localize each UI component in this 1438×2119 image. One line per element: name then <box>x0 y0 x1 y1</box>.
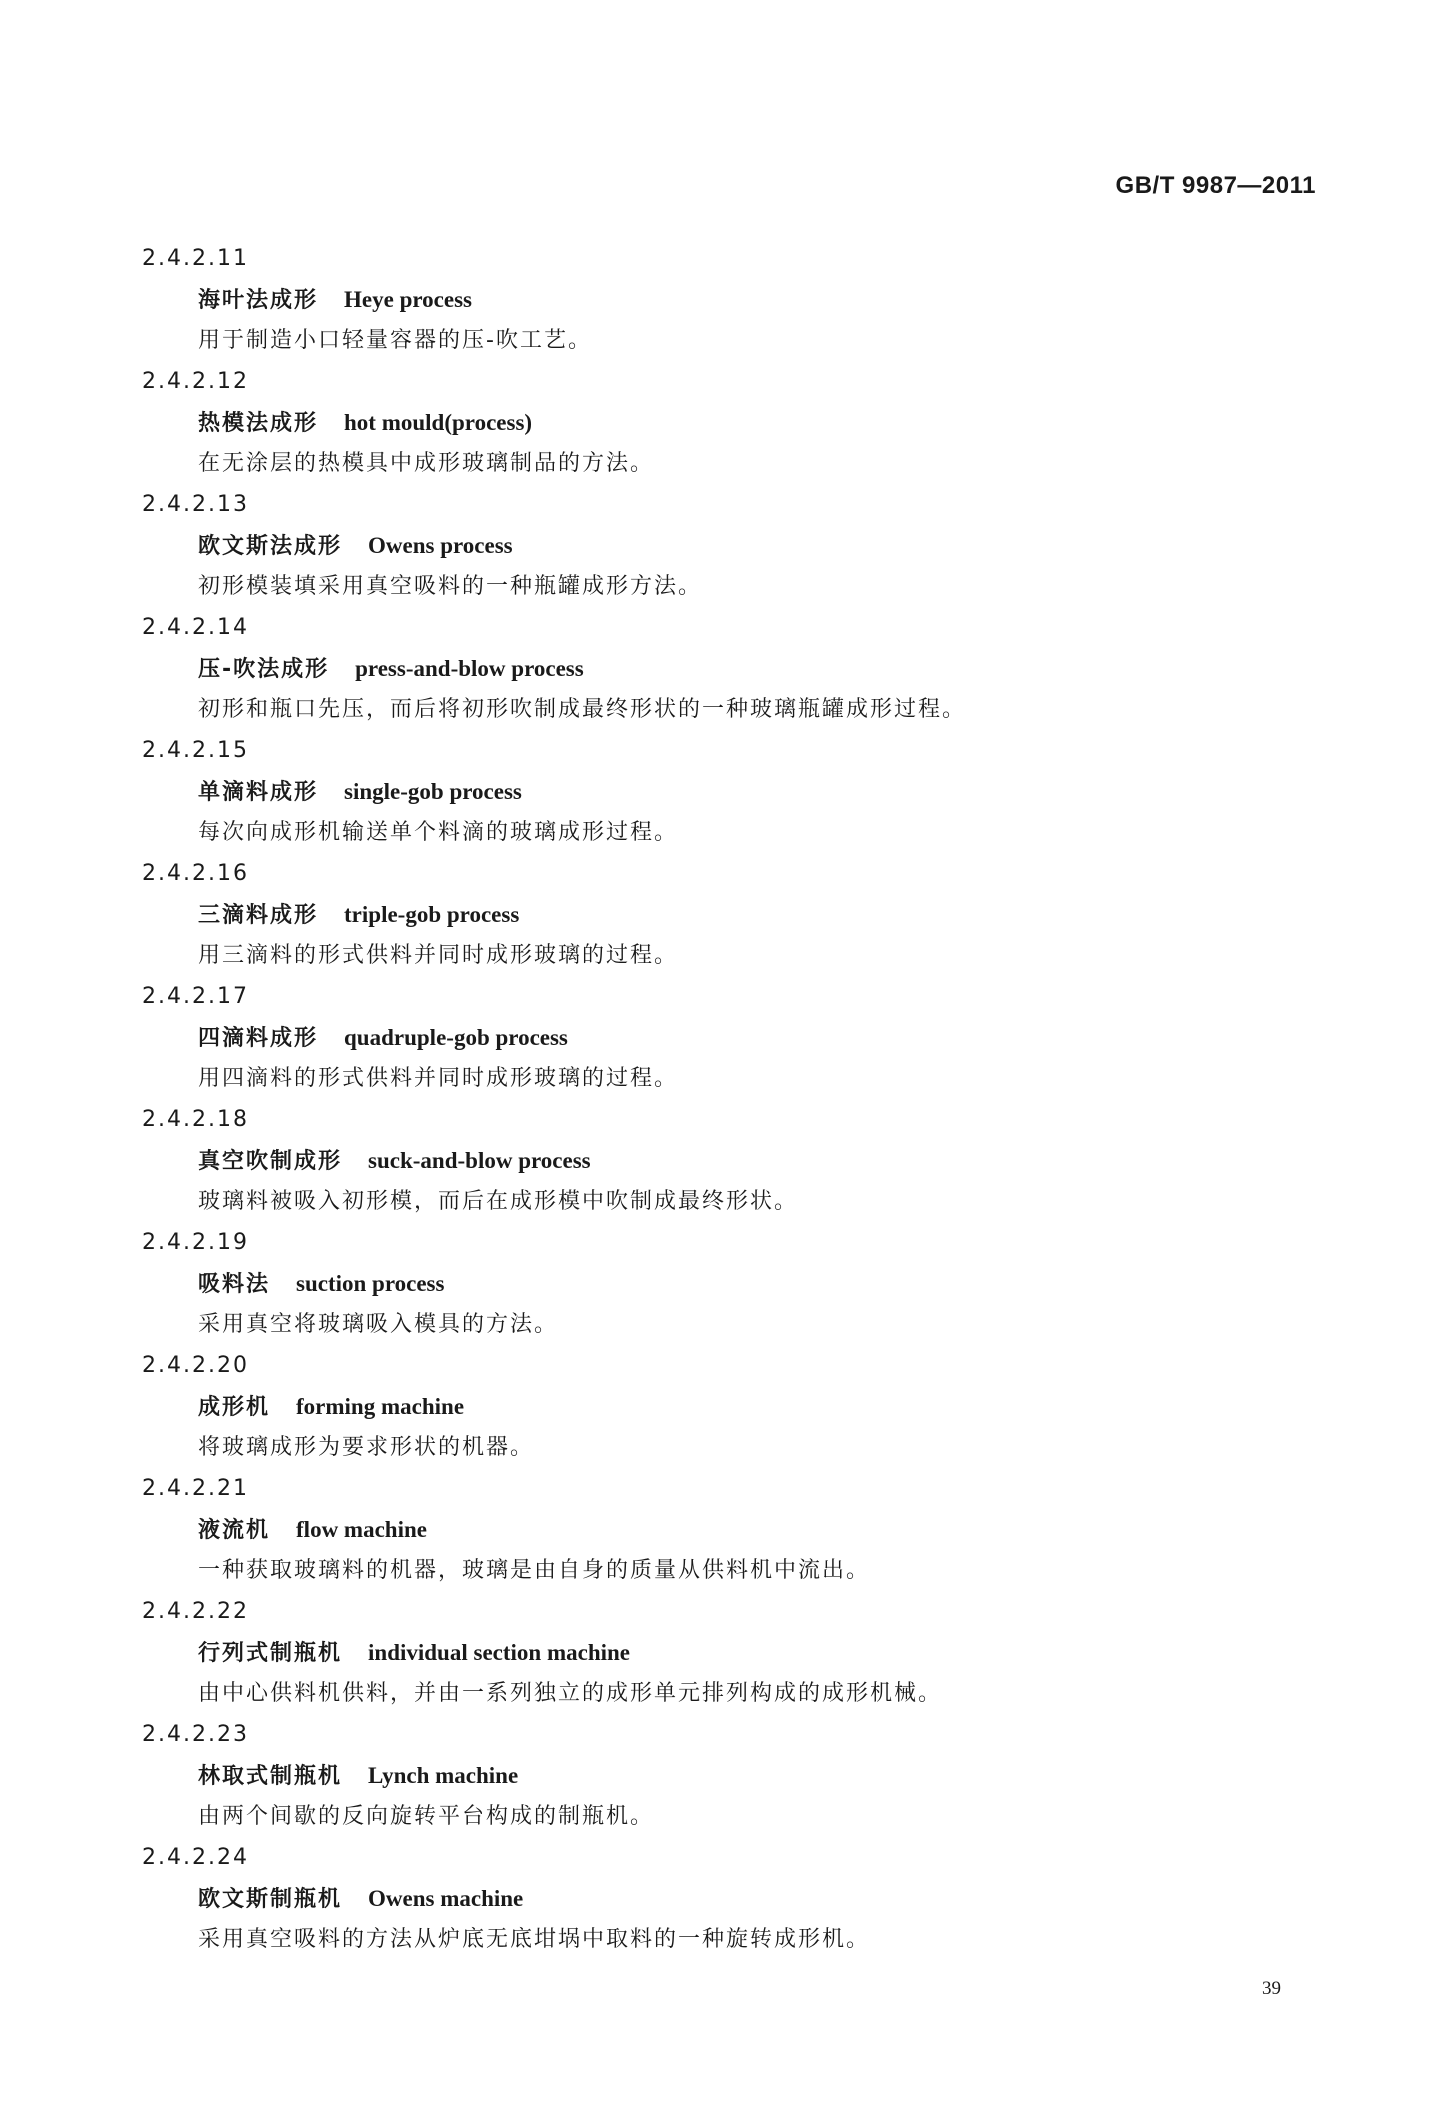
term-definition: 玻璃料被吸入初形模，而后在成形模中吹制成最终形状。 <box>198 1189 799 1214</box>
term-title <box>198 1632 630 1673</box>
term-title <box>198 1755 518 1796</box>
term-entry <box>0 1345 1438 1468</box>
term-definition: 每次向成形机输送单个料滴的玻璃成形过程。 <box>198 820 679 845</box>
term-number: 2.4.2.15 <box>142 738 249 763</box>
term-chinese: 四滴料成形 <box>198 1026 319 1051</box>
page-number: 39 <box>1262 1978 1281 1999</box>
term-title <box>198 894 519 935</box>
term-chinese: 热模法成形 <box>198 411 319 436</box>
term-number: 2.4.2.22 <box>142 1599 249 1624</box>
term-number: 2.4.2.18 <box>142 1107 249 1132</box>
term-entry <box>0 853 1438 976</box>
term-entry <box>0 1468 1438 1591</box>
term-title <box>198 1017 568 1058</box>
term-title <box>198 525 513 566</box>
term-number: 2.4.2.16 <box>142 861 249 886</box>
term-chinese: 吸料法 <box>198 1272 271 1297</box>
term-english: suction process <box>296 1271 445 1296</box>
term-title <box>198 1263 444 1304</box>
term-title <box>198 648 584 689</box>
term-title <box>198 1386 464 1427</box>
term-number: 2.4.2.12 <box>142 369 249 394</box>
term-entry <box>0 238 1438 361</box>
term-number: 2.4.2.19 <box>142 1230 249 1255</box>
term-chinese: 压-吹法成形 <box>198 657 330 682</box>
term-number: 2.4.2.20 <box>142 1353 249 1378</box>
term-definition: 初形模装填采用真空吸料的一种瓶罐成形方法。 <box>198 574 703 599</box>
term-entry <box>0 976 1438 1099</box>
term-definition: 由中心供料机供料，并由一系列独立的成形单元排列构成的成形机械。 <box>198 1681 943 1706</box>
term-title <box>198 1509 427 1550</box>
term-definition: 一种获取玻璃料的机器，玻璃是由自身的质量从供料机中流出。 <box>198 1558 871 1583</box>
term-number: 2.4.2.24 <box>142 1845 249 1870</box>
term-definition: 用于制造小口轻量容器的压-吹工艺。 <box>198 328 592 353</box>
term-chinese: 液流机 <box>198 1518 271 1543</box>
term-english: forming machine <box>296 1394 465 1419</box>
term-chinese: 林取式制瓶机 <box>198 1764 343 1789</box>
term-definition: 在无涂层的热模具中成形玻璃制品的方法。 <box>198 451 655 476</box>
term-number: 2.4.2.11 <box>142 246 249 271</box>
term-chinese: 单滴料成形 <box>198 780 319 805</box>
term-number: 2.4.2.23 <box>142 1722 249 1747</box>
term-title <box>198 279 472 320</box>
standard-code: GB/T 9987—2011 <box>1115 172 1316 199</box>
term-list <box>0 238 1438 1960</box>
term-title <box>198 402 532 443</box>
term-english: quadruple-gob process <box>344 1025 568 1050</box>
term-entry <box>0 1591 1438 1714</box>
term-definition: 用三滴料的形式供料并同时成形玻璃的过程。 <box>198 943 679 968</box>
term-english: Owens process <box>368 533 513 558</box>
term-definition: 将玻璃成形为要求形状的机器。 <box>198 1435 535 1460</box>
term-entry <box>0 1837 1438 1960</box>
term-english: flow machine <box>296 1517 427 1542</box>
term-entry <box>0 1099 1438 1222</box>
term-definition: 采用真空吸料的方法从炉底无底坩埚中取料的一种旋转成形机。 <box>198 1927 871 1952</box>
term-chinese: 三滴料成形 <box>198 903 319 928</box>
term-entry <box>0 730 1438 853</box>
term-english: single-gob process <box>344 779 522 804</box>
term-english: Lynch machine <box>368 1763 519 1788</box>
term-english: Heye process <box>344 287 472 312</box>
term-english: individual section machine <box>368 1640 630 1665</box>
term-entry <box>0 484 1438 607</box>
term-entry <box>0 607 1438 730</box>
term-entry <box>0 1714 1438 1837</box>
term-title <box>198 1140 591 1181</box>
term-english: suck-and-blow process <box>368 1148 591 1173</box>
term-english: hot mould(process) <box>344 410 533 435</box>
term-title <box>198 771 522 812</box>
term-chinese: 欧文斯法成形 <box>198 534 343 559</box>
term-number: 2.4.2.17 <box>142 984 249 1009</box>
term-chinese: 成形机 <box>198 1395 271 1420</box>
term-title <box>198 1878 523 1919</box>
term-entry <box>0 1222 1438 1345</box>
term-definition: 采用真空将玻璃吸入模具的方法。 <box>198 1312 559 1337</box>
term-english: triple-gob process <box>344 902 520 927</box>
term-english: Owens machine <box>368 1886 524 1911</box>
term-number: 2.4.2.21 <box>142 1476 249 1501</box>
term-definition: 由两个间歇的反向旋转平台构成的制瓶机。 <box>198 1804 655 1829</box>
term-english: press-and-blow process <box>355 656 584 681</box>
term-chinese: 真空吹制成形 <box>198 1149 343 1174</box>
term-number: 2.4.2.14 <box>142 615 249 640</box>
term-chinese: 行列式制瓶机 <box>198 1641 343 1666</box>
term-chinese: 欧文斯制瓶机 <box>198 1887 343 1912</box>
term-number: 2.4.2.13 <box>142 492 249 517</box>
term-definition: 用四滴料的形式供料并同时成形玻璃的过程。 <box>198 1066 679 1091</box>
term-definition: 初形和瓶口先压，而后将初形吹制成最终形状的一种玻璃瓶罐成形过程。 <box>198 697 967 722</box>
term-entry <box>0 361 1438 484</box>
term-chinese: 海叶法成形 <box>198 288 319 313</box>
